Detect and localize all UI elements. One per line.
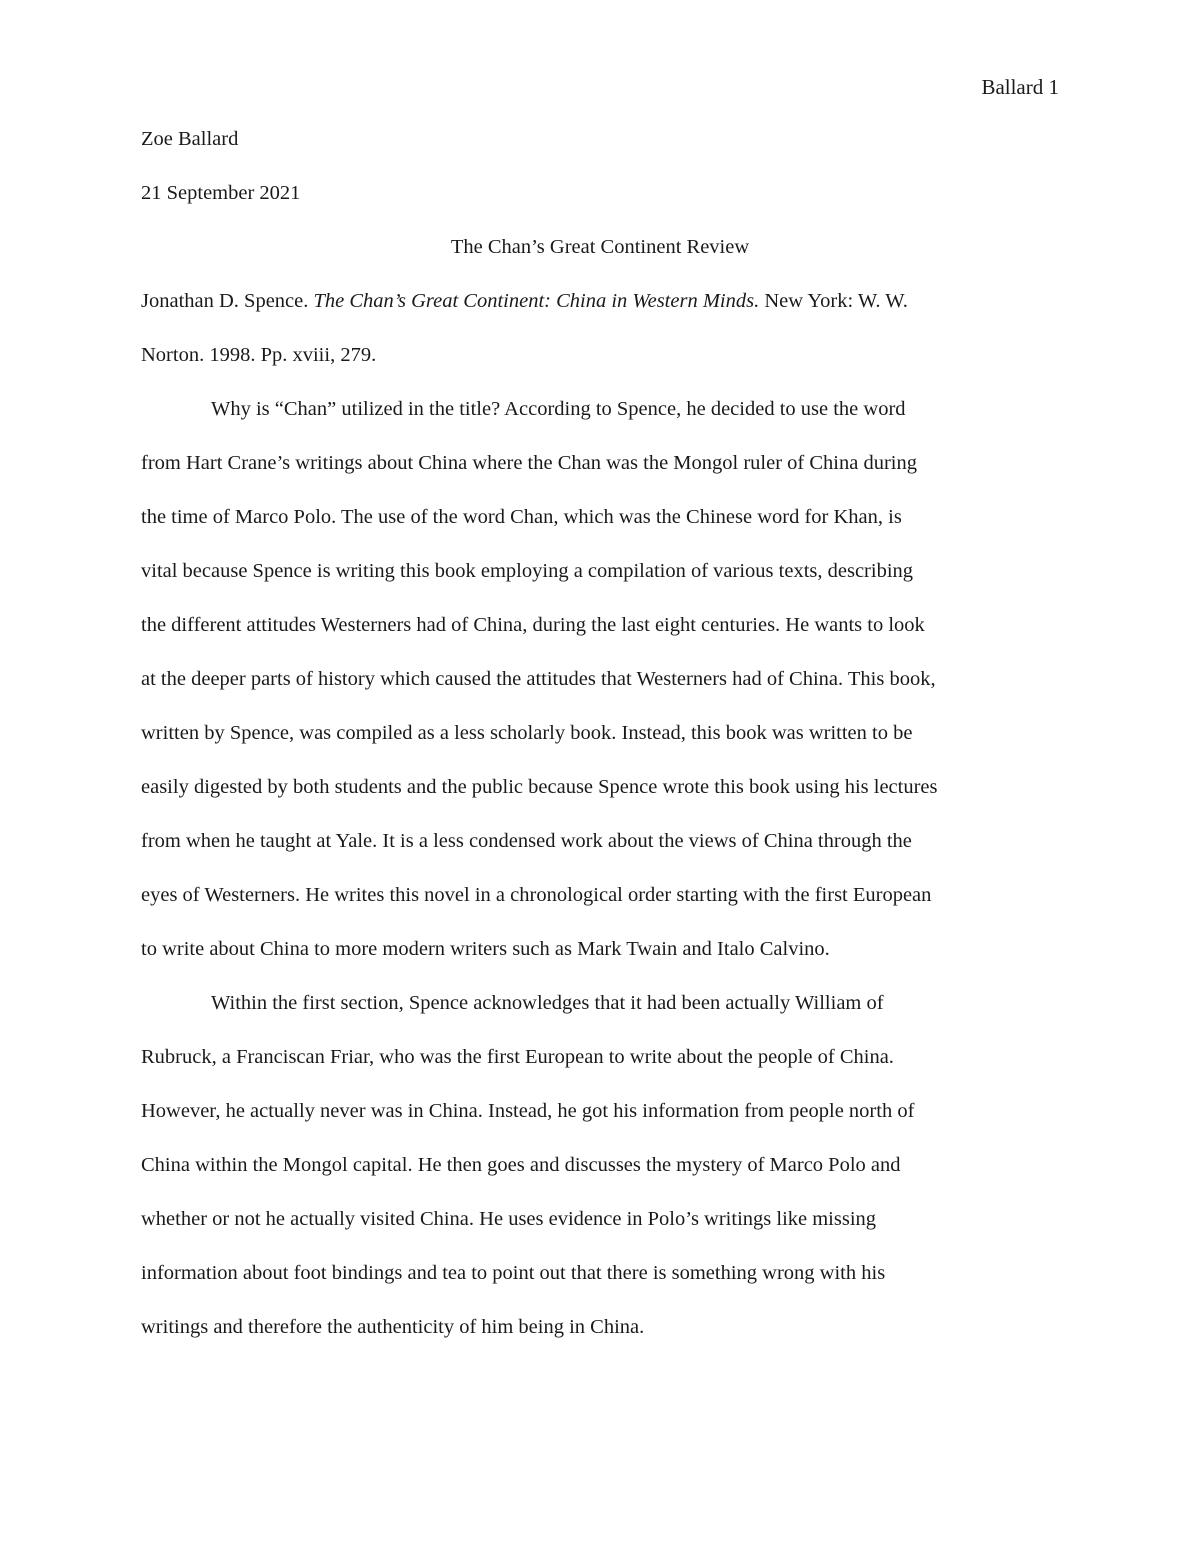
- citation-publisher: New York: W. W.: [759, 290, 908, 312]
- paragraph-line: information about foot bindings and tea to point out that there is something wrong with his: [141, 1262, 886, 1284]
- paragraph-line: China within the Mongol capital. He then goes and discusses the mystery of Marco Polo and: [141, 1154, 901, 1176]
- paragraph-line: written by Spence, was compiled as a less scholarly book. Instead, this book was written to be: [141, 722, 913, 744]
- paragraph-line: Rubruck, a Franciscan Friar, who was the first European to write about the people of China.: [141, 1046, 894, 1068]
- paragraph-line: However, he actually never was in China. Instead, he got his information from people north of: [141, 1100, 915, 1122]
- citation-line-2: Norton. 1998. Pp. xviii, 279.: [141, 344, 377, 366]
- paragraph-line: writings and therefore the authenticity of him being in China.: [141, 1316, 645, 1338]
- citation-book-title: The Chan’s Great Continent: China in Western Minds.: [313, 290, 760, 312]
- paragraph-line: at the deeper parts of history which caused the attitudes that Westerners had of China. This book,: [141, 668, 936, 690]
- paragraph-line: whether or not he actually visited China. He uses evidence in Polo’s writings like missing: [141, 1208, 877, 1230]
- body-paragraph-2: [141, 986, 1059, 1364]
- paragraph-line: vital because Spence is writing this book employing a compilation of various texts, describing: [141, 560, 914, 582]
- paragraph-line: Within the first section, Spence acknowledges that it had been actually William of: [211, 992, 884, 1014]
- paragraph-line: the different attitudes Westerners had of China, during the last eight centuries. He wants to look: [141, 614, 925, 636]
- paragraph-line: easily digested by both students and the public because Spence wrote this book using his lectures: [141, 776, 938, 798]
- document-title: The Chan’s Great Continent Review: [450, 236, 750, 258]
- document-date: 21 September 2021: [141, 182, 301, 204]
- paragraph-line: from when he taught at Yale. It is a less condensed work about the views of China through the: [141, 830, 912, 852]
- body-paragraph-1: [141, 392, 1059, 986]
- citation-author: Jonathan D. Spence.: [141, 290, 314, 312]
- document-body: [141, 122, 1059, 1364]
- paragraph-line: eyes of Westerners. He writes this novel in a chronological order starting with the first European: [141, 884, 932, 906]
- paragraph-line: the time of Marco Polo. The use of the word Chan, which was the Chinese word for Khan, is: [141, 506, 902, 528]
- citation-line-1: [141, 284, 1059, 338]
- running-head: Ballard 1: [981, 75, 1059, 99]
- paragraph-line: Why is “Chan” utilized in the title? According to Spence, he decided to use the word: [211, 398, 906, 420]
- paragraph-line: to write about China to more modern writers such as Mark Twain and Italo Calvino.: [141, 938, 830, 960]
- paragraph-line: from Hart Crane’s writings about China where the Chan was the Mongol ruler of China during: [141, 452, 917, 474]
- author-name: Zoe Ballard: [141, 128, 239, 150]
- book-citation: [141, 284, 1059, 392]
